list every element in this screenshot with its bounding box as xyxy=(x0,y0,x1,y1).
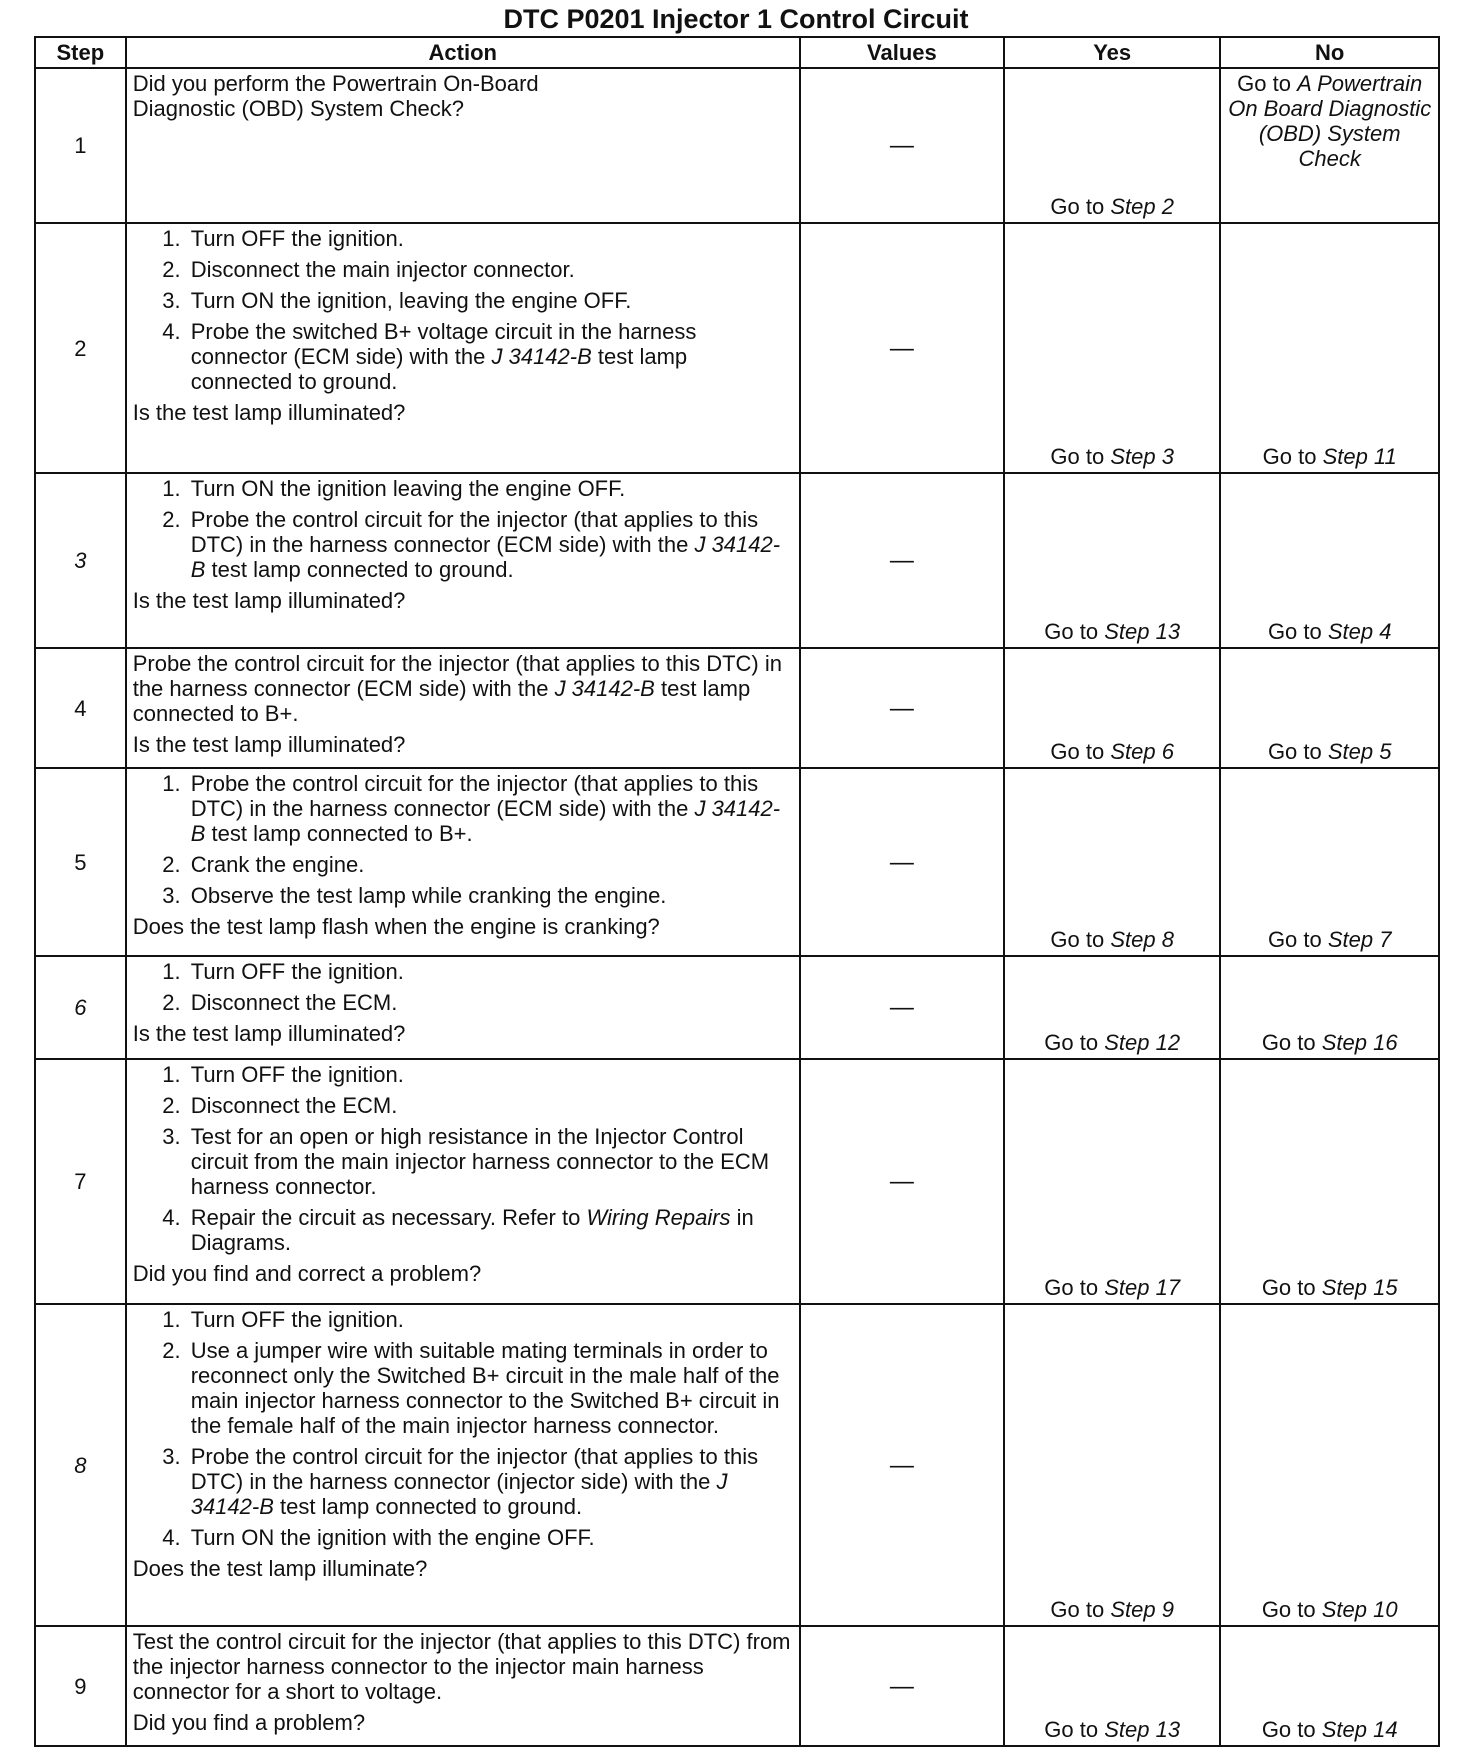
table-row xyxy=(35,68,1439,223)
action-step: 2. Use a jumper wire with suitable mating terminals in order to reconnect only the Switched B+ circuit in the male half of the main injector harness connector to the Switched B+ circuit in the female half of the main injector harness connector. xyxy=(187,1338,793,1438)
header-yes: Yes xyxy=(1004,37,1220,68)
action-step: 1. Probe the control circuit for the injector (that applies to this DTC) in the harness connector (ECM side) with the J 34142-B test lamp connected to B+. xyxy=(187,771,793,846)
step-number: 6 xyxy=(35,956,126,1059)
tool-reference: J 34142-B xyxy=(190,796,781,846)
action-step: 1. Turn OFF the ignition. xyxy=(187,1307,793,1332)
action-step: 1. Turn OFF the ignition. xyxy=(187,1062,793,1087)
action-step: 2. Disconnect the ECM. xyxy=(187,1093,793,1118)
action-step: 3. Probe the control circuit for the injector (that applies to this DTC) in the harness connector (injector side) with the J 34142-B test lamp connected to ground. xyxy=(187,1444,793,1519)
action-question: Did you find and correct a problem? xyxy=(132,1261,482,1286)
tool-reference: J 34142-B xyxy=(190,532,781,582)
action-question: Does the test lamp illuminate? xyxy=(132,1556,428,1581)
step-number: 3 xyxy=(35,473,126,648)
goto-label: Go to xyxy=(1237,71,1291,96)
no-cell: Go to Step 14 xyxy=(1220,1626,1439,1746)
action-step: 2. Probe the control circuit for the injector (that applies to this DTC) in the harness connector (ECM side) with the J 34142-B test lamp connected to ground. xyxy=(187,507,793,582)
action-cell xyxy=(126,473,800,648)
yes-step-link[interactable]: Step 3 xyxy=(1110,444,1174,469)
table-row xyxy=(35,223,1439,473)
tool-reference: J 34142-B xyxy=(554,676,655,701)
action-step: 2. Disconnect the ECM. xyxy=(187,990,793,1015)
yes-cell: Go to Step 17 xyxy=(1004,1059,1220,1304)
action-cell xyxy=(126,648,800,768)
action-steps xyxy=(133,1307,793,1550)
no-step-link[interactable]: Step 5 xyxy=(1327,739,1392,764)
no-step-link[interactable]: Step 7 xyxy=(1327,927,1392,952)
yes-step-link[interactable]: Step 2 xyxy=(1110,194,1174,219)
values-cell: — xyxy=(800,223,1004,473)
no-step-link[interactable]: A Powertrain On Board Diagnostic (OBD) System Check xyxy=(1228,71,1432,171)
action-step: 1. Turn OFF the ignition. xyxy=(187,226,793,251)
yes-cell: Go to Step 9 xyxy=(1004,1304,1220,1626)
no-cell xyxy=(1220,68,1439,223)
header-values: Values xyxy=(800,37,1004,68)
table-row xyxy=(35,1304,1439,1626)
action-cell xyxy=(126,956,800,1059)
action-cell xyxy=(126,68,800,223)
table-row xyxy=(35,473,1439,648)
yes-cell: Go to Step 6 xyxy=(1004,648,1220,768)
action-cell xyxy=(126,1626,800,1746)
yes-step-link[interactable]: Step 8 xyxy=(1110,927,1174,952)
action-text: Did you perform the Powertrain On-Board Diagnostic (OBD) System Check? xyxy=(132,71,539,121)
action-steps xyxy=(133,771,793,908)
action-question: Does the test lamp flash when the engine is cranking? xyxy=(132,914,660,939)
action-step: 1. Turn ON the ignition leaving the engine OFF. xyxy=(187,476,793,501)
yes-step-link[interactable]: Step 9 xyxy=(1110,1597,1174,1622)
action-text: Probe the control circuit for the injector (that applies to this DTC) in the harness connector (ECM side) with the J 34142-B test lamp connected to B+. xyxy=(132,651,782,726)
action-step: 4. Repair the circuit as necessary. Refer to Wiring Repairs in Diagrams. xyxy=(187,1205,793,1255)
table-row xyxy=(35,956,1439,1059)
header-step: Step xyxy=(35,37,126,68)
values-cell: — xyxy=(800,956,1004,1059)
action-step: 4. Probe the switched B+ voltage circuit in the harness connector (ECM side) with the J 34142-B test lamp connected to ground. xyxy=(187,319,793,394)
action-steps xyxy=(133,476,793,582)
action-step: 3. Turn ON the ignition, leaving the engine OFF. xyxy=(187,288,793,313)
action-question: Is the test lamp illuminated? xyxy=(132,400,406,425)
action-step: 3. Observe the test lamp while cranking the engine. xyxy=(187,883,793,908)
step-number: 2 xyxy=(35,223,126,473)
step-number: 5 xyxy=(35,768,126,956)
action-cell xyxy=(126,768,800,956)
action-step: 2. Disconnect the main injector connector. xyxy=(187,257,793,282)
yes-cell: Go to Step 3 xyxy=(1004,223,1220,473)
yes-cell: Go to Step 12 xyxy=(1004,956,1220,1059)
action-question: Did you find a problem? xyxy=(132,1710,366,1735)
action-steps xyxy=(133,959,793,1015)
no-step-link[interactable]: Step 4 xyxy=(1327,619,1392,644)
doc-reference: Wiring Repairs xyxy=(586,1205,731,1230)
no-step-link[interactable]: Step 16 xyxy=(1321,1030,1398,1055)
values-cell: — xyxy=(800,1626,1004,1746)
yes-cell: Go to Step 13 xyxy=(1004,1626,1220,1746)
action-question: Is the test lamp illuminated? xyxy=(132,1021,406,1046)
action-step: 1. Turn OFF the ignition. xyxy=(187,959,793,984)
yes-cell: Go to Step 8 xyxy=(1004,768,1220,956)
no-cell: Go to Step 7 xyxy=(1220,768,1439,956)
yes-step-link[interactable]: Step 17 xyxy=(1104,1275,1181,1300)
goto-label: Go to xyxy=(1050,194,1105,219)
yes-step-link[interactable]: Step 13 xyxy=(1104,1717,1181,1742)
no-cell: Go to Step 16 xyxy=(1220,956,1439,1059)
no-cell: Go to Step 5 xyxy=(1220,648,1439,768)
yes-step-link[interactable]: Step 12 xyxy=(1104,1030,1181,1055)
no-step-link[interactable]: Step 15 xyxy=(1321,1275,1398,1300)
header-row xyxy=(35,37,1439,68)
tool-reference: J 34142-B xyxy=(190,1469,728,1519)
values-cell: — xyxy=(800,768,1004,956)
action-cell xyxy=(126,1304,800,1626)
no-step-link[interactable]: Step 10 xyxy=(1321,1597,1398,1622)
action-cell xyxy=(126,1059,800,1304)
action-step: 3. Test for an open or high resistance in the Injector Control circuit from the main injector harness connector to the ECM harness connector. xyxy=(187,1124,793,1199)
step-number: 4 xyxy=(35,648,126,768)
no-cell: Go to Step 4 xyxy=(1220,473,1439,648)
step-number: 9 xyxy=(35,1626,126,1746)
no-step-link[interactable]: Step 14 xyxy=(1321,1717,1398,1742)
header-no: No xyxy=(1220,37,1439,68)
step-number: 7 xyxy=(35,1059,126,1304)
values-cell: — xyxy=(800,68,1004,223)
values-cell: — xyxy=(800,648,1004,768)
page-title: DTC P0201 Injector 1 Control Circuit xyxy=(503,4,969,34)
yes-step-link[interactable]: Step 6 xyxy=(1110,739,1174,764)
action-step: 4. Turn ON the ignition with the engine OFF. xyxy=(187,1525,793,1550)
no-step-link[interactable]: Step 11 xyxy=(1322,444,1397,469)
action-text: Test the control circuit for the injector (that applies to this DTC) from the injector harness connector to the injector main harness connector for a short to voltage. xyxy=(132,1629,791,1704)
no-cell: Go to Step 15 xyxy=(1220,1059,1439,1304)
action-steps xyxy=(133,1062,793,1255)
header-action: Action xyxy=(126,37,800,68)
action-steps xyxy=(133,226,793,394)
action-question: Is the test lamp illuminated? xyxy=(132,732,406,757)
values-cell: — xyxy=(800,1304,1004,1626)
table-row xyxy=(35,1059,1439,1304)
table-row xyxy=(35,768,1439,956)
yes-cell xyxy=(1004,68,1220,223)
tool-reference: J 34142-B xyxy=(491,344,592,369)
yes-cell: Go to Step 13 xyxy=(1004,473,1220,648)
table-row xyxy=(35,1626,1439,1746)
step-number: 8 xyxy=(35,1304,126,1626)
no-cell: Go to Step 10 xyxy=(1220,1304,1439,1626)
step-number: 1 xyxy=(35,68,126,223)
action-question: Is the test lamp illuminated? xyxy=(132,588,406,613)
values-cell: — xyxy=(800,473,1004,648)
diagnostic-table xyxy=(34,36,1440,1747)
no-cell: Go to Step 11 xyxy=(1220,223,1439,473)
action-cell xyxy=(126,223,800,473)
action-step: 2. Crank the engine. xyxy=(187,852,793,877)
table-row xyxy=(35,648,1439,768)
yes-step-link[interactable]: Step 13 xyxy=(1104,619,1181,644)
values-cell: — xyxy=(800,1059,1004,1304)
